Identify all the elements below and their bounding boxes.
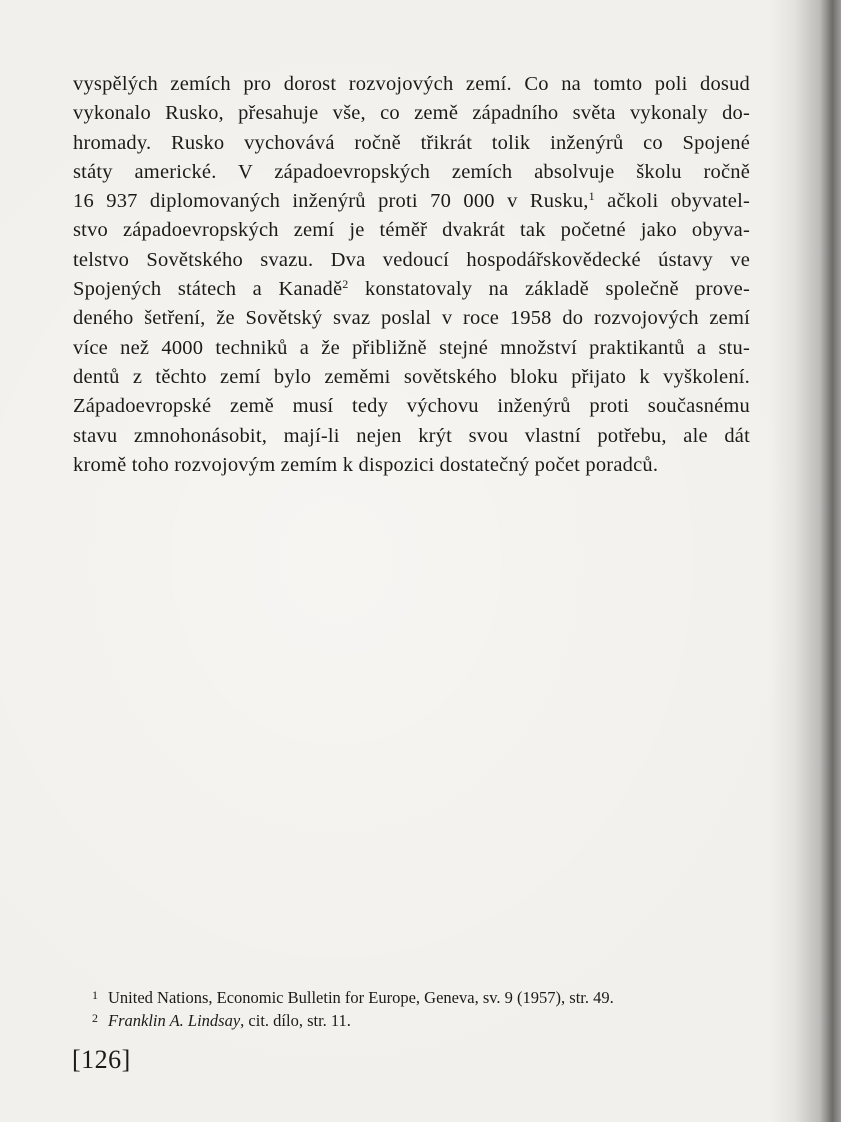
text-line: více než 4000 techniků a že přibližně stejné množství praktikantů a stu-	[73, 336, 750, 359]
footnote-text: United Nations, Economic Bulletin for Europe, Geneva, sv. 9 (1957), str. 49.	[108, 988, 614, 1007]
footnote-mark: 2	[92, 1011, 98, 1025]
text-segment: Spojených státech a Kanadě	[73, 278, 343, 301]
text-line: vykonalo Rusko, přesahuje vše, co země západního světa vykonaly do-	[73, 102, 750, 125]
text-line-with-footnote-1	[73, 187, 750, 216]
text-line: hromady. Rusko vychovává ročně třikrát tolik inženýrů co Spojené	[73, 131, 750, 154]
text-line: telstvo Sovětského svazu. Dva vedoucí hospodářskovědecké ústavy ve	[73, 248, 750, 271]
footnote-ref-2: 2	[342, 277, 349, 292]
text-line-with-footnote-2	[73, 275, 750, 304]
text-segment: 16 937 diplomovaných inženýrů proti 70 000 v Rusku,	[73, 190, 589, 213]
binding-shadow	[770, 0, 841, 1122]
text-line: Západoevropské země musí tedy výchovu inženýrů proti současnému	[73, 395, 750, 418]
footnote-2	[92, 1008, 732, 1031]
text-line: kromě toho rozvojovým zemím k dispozici dostatečný počet poradců.	[73, 453, 659, 476]
footnote-1	[92, 985, 732, 1008]
footnotes	[92, 985, 732, 1031]
footnote-author: Franklin A. Lindsay	[108, 1011, 241, 1030]
text-line: dentů z těchto zemí bylo zeměmi sovětského bloku přijato k vyškolení.	[73, 365, 750, 388]
footnote-mark: 1	[92, 988, 98, 1002]
text-line: deného šetření, že Sovětský svaz poslal v roce 1958 do rozvojových zemí	[73, 307, 750, 330]
footnote-ref-1: 1	[588, 189, 595, 204]
footnote-text: , cit. dílo, str. 11.	[240, 1011, 351, 1030]
text-segment: ačkoli obyvatel-	[594, 190, 751, 213]
text-line: vyspělých zemích pro dorost rozvojových zemí. Co na tomto poli dosud	[73, 73, 750, 95]
page-number: [126]	[72, 1045, 131, 1074]
text-segment: konstatovaly na základě společně prove-	[348, 278, 750, 301]
text-line: stavu zmnohonásobit, mají-li nejen krýt svou vlastní potřebu, ale dát	[73, 424, 750, 447]
text-line: stvo západoevropských zemí je téměř dvakrát tak početné jako obyva-	[73, 219, 750, 242]
text-line: státy americké. V západoevropských zemích absolvuje školu ročně	[73, 160, 750, 183]
body-text	[73, 70, 750, 480]
